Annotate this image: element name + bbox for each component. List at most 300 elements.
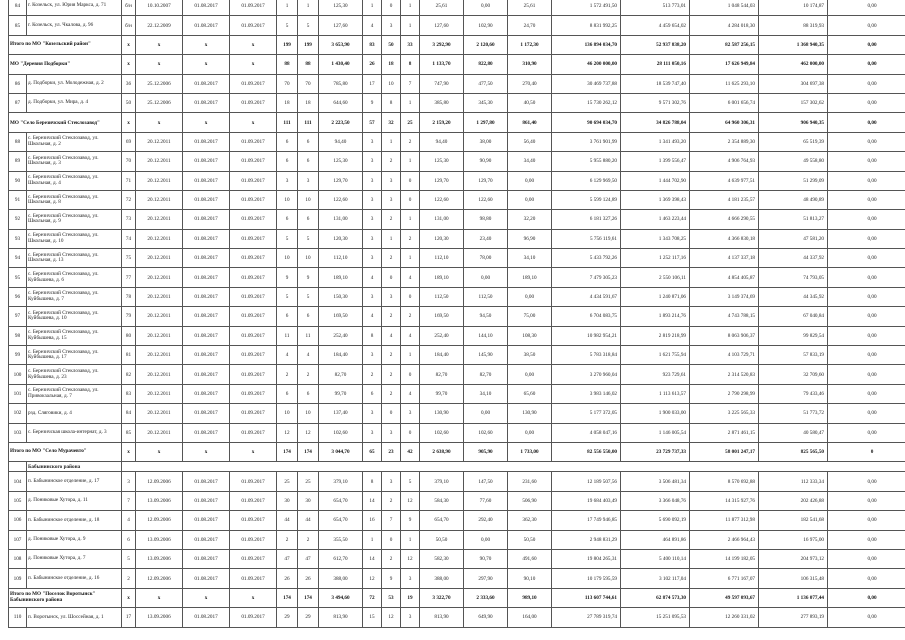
subtitle-row xyxy=(9,462,905,472)
cell-c7: 29 xyxy=(277,608,298,627)
cell-c6: x xyxy=(230,35,277,54)
cell-c6: 01.09.2017 xyxy=(230,287,277,306)
cell-c12: 1 xyxy=(401,152,420,171)
cell-c10: 14 xyxy=(363,491,382,510)
address-cell: п. Бабынинское отделение, д. 18 xyxy=(27,511,122,530)
cell-c13: 184,40 xyxy=(420,346,464,365)
address-cell: с. Березичский Стеклозавод, ул. Школьная, д. 10 xyxy=(27,229,122,248)
cell-c11: 18 xyxy=(382,55,401,74)
cell-c8: 26 xyxy=(298,569,319,588)
cell-c9: 785,80 xyxy=(319,74,363,93)
cell-c9: 654,70 xyxy=(319,511,363,530)
row-number: 93 xyxy=(9,229,27,248)
cell-c15: 362,30 xyxy=(508,511,552,530)
cell-c20: 0,00 xyxy=(828,93,905,112)
cell-c18: 6 771 167,07 xyxy=(690,569,759,588)
cell-c4: 20.12.2011 xyxy=(136,346,183,365)
cell-c16: 10 982 954,21 xyxy=(552,326,621,345)
cell-c6: 01.09.2017 xyxy=(230,491,277,510)
table-row xyxy=(9,229,905,248)
row-number: 90 xyxy=(9,171,27,190)
cell-c19: 32 709,60 xyxy=(759,365,828,384)
cell-c3: 70 xyxy=(122,152,136,171)
cell-c5: 01.08.2017 xyxy=(183,491,230,510)
cell-c15: 40,50 xyxy=(508,93,552,112)
cell-c3: 81 xyxy=(122,346,136,365)
cell-c4: 22.12.2009 xyxy=(136,16,183,35)
cell-c6: 01.09.2017 xyxy=(230,549,277,568)
cell-c9: 129,70 xyxy=(319,171,363,190)
cell-c16: 19 684 403,49 xyxy=(552,491,621,510)
cell-c3: x xyxy=(122,35,136,54)
cell-c11: 3 xyxy=(382,287,401,306)
cell-c20: 0,00 xyxy=(828,152,905,171)
cell-c12: 2 xyxy=(401,132,420,151)
cell-c20: 0,00 xyxy=(828,16,905,35)
cell-c8: 18 xyxy=(298,93,319,112)
cell-c16: 5 599 124,89 xyxy=(552,190,621,209)
cell-c12: 1 xyxy=(401,93,420,112)
cell-c17: 9 571 302,76 xyxy=(621,93,690,112)
table-row xyxy=(9,549,905,568)
cell-c13: 112,50 xyxy=(420,287,464,306)
cell-c6: 01.09.2017 xyxy=(230,307,277,326)
cell-c7: 174 xyxy=(277,588,298,607)
cell-c16: 6 704 083,75 xyxy=(552,307,621,326)
cell-c14: 145,90 xyxy=(464,346,508,365)
cell-c12: 33 xyxy=(401,35,420,54)
cell-c9: 1 430,40 xyxy=(319,55,363,74)
cell-c18: 49 597 093,67 xyxy=(690,588,759,607)
cell-c6: 01.09.2017 xyxy=(230,190,277,209)
cell-c13: 94,40 xyxy=(420,132,464,151)
cell-c16: 8 831 992,25 xyxy=(552,16,621,35)
cell-c3: x xyxy=(122,588,136,607)
cell-c5: 01.08.2017 xyxy=(183,530,230,549)
cell-c10: 57 xyxy=(363,113,382,132)
cell-c18: 3 149 374,69 xyxy=(690,287,759,306)
cell-c5: 01.08.2017 xyxy=(183,74,230,93)
cell-c14: 112,50 xyxy=(464,287,508,306)
cell-c3: 6 xyxy=(122,530,136,549)
cell-c18: 4 103 729,71 xyxy=(690,346,759,365)
cell-c6: x xyxy=(230,442,277,461)
cell-c8: 174 xyxy=(298,588,319,607)
row-number: 87 xyxy=(9,93,27,112)
cell-c6: 01.09.2017 xyxy=(230,74,277,93)
cell-c3: 79 xyxy=(122,307,136,326)
cell-c18: 17 626 949,84 xyxy=(690,55,759,74)
cell-c14: 122,60 xyxy=(464,190,508,209)
cell-c3: 17 xyxy=(122,608,136,627)
cell-c9: 3 044,70 xyxy=(319,442,363,461)
cell-c11: 2 xyxy=(382,491,401,510)
municipality-name: МО "Деревня Подборки" xyxy=(9,55,122,74)
cell-c6: x xyxy=(230,113,277,132)
cell-c8: 6 xyxy=(298,152,319,171)
cell-c13: 127,60 xyxy=(420,16,464,35)
cell-c10: 3 xyxy=(363,249,382,268)
cell-c9: 813,90 xyxy=(319,608,363,627)
cell-c12: 0 xyxy=(401,365,420,384)
cell-c6: 01.09.2017 xyxy=(230,404,277,423)
cell-c10: 3 xyxy=(363,423,382,442)
cell-c18: 2 466 964,43 xyxy=(690,530,759,549)
cell-c3: 73 xyxy=(122,210,136,229)
cell-c9: 131,00 xyxy=(319,210,363,229)
cell-c18: 4 181 235,57 xyxy=(690,190,759,209)
cell-c15: 310,90 xyxy=(508,55,552,74)
cell-c14: 90,90 xyxy=(464,152,508,171)
cell-c13: 379,10 xyxy=(420,472,464,491)
cell-c6: 01.09.2017 xyxy=(230,249,277,268)
cell-c11: 2 xyxy=(382,384,401,403)
cell-c8: 25 xyxy=(298,472,319,491)
cell-c17: 52 937 838,20 xyxy=(621,35,690,54)
cell-c19: 40 580,47 xyxy=(759,423,828,442)
cell-c11: 3 xyxy=(382,472,401,491)
cell-c3: 85 xyxy=(122,423,136,442)
cell-c14: 649,90 xyxy=(464,608,508,627)
cell-c12: 1 xyxy=(401,346,420,365)
cell-c6: 01.09.2017 xyxy=(230,0,277,16)
cell-c15: 164,00 xyxy=(508,608,552,627)
cell-c14: 0,00 xyxy=(464,0,508,16)
cell-c16: 3 761 901,99 xyxy=(552,132,621,151)
row-number: 103 xyxy=(9,423,27,442)
cell-c8: 5 xyxy=(298,16,319,35)
cell-c4: 10.10.2007 xyxy=(136,0,183,16)
cell-c10: 72 xyxy=(363,588,382,607)
cell-c7: 4 xyxy=(277,346,298,365)
cell-c18: 6 001 656,74 xyxy=(690,93,759,112)
cell-c3: 4 xyxy=(122,511,136,530)
cell-c11: 53 xyxy=(382,588,401,607)
cell-c15: 34,10 xyxy=(508,249,552,268)
cell-c11: 3 xyxy=(382,171,401,190)
cell-c11: 8 xyxy=(382,93,401,112)
cell-c16: 5 955 880,20 xyxy=(552,152,621,171)
cell-c17: 5 400 110,14 xyxy=(621,549,690,568)
address-cell: с. Березичский Стеклозавод, ул. Куйбышева, д. 10 xyxy=(27,307,122,326)
cell-c5: 01.08.2017 xyxy=(183,384,230,403)
housing-program-table xyxy=(8,0,905,628)
cell-c14: 77,60 xyxy=(464,491,508,510)
cell-c19: 1 368 940,35 xyxy=(759,35,828,54)
cell-c8: 6 xyxy=(298,384,319,403)
cell-c4: 13.09.2006 xyxy=(136,491,183,510)
cell-c13: 130,90 xyxy=(420,404,464,423)
cell-c18: 12 260 331,02 xyxy=(690,608,759,627)
cell-c7: 9 xyxy=(277,268,298,287)
cell-c19: 88 319,93 xyxy=(759,16,828,35)
row-number: 98 xyxy=(9,326,27,345)
cell-c7: 70 xyxy=(277,74,298,93)
cell-c18: 14 199 182,05 xyxy=(690,549,759,568)
cell-c14: 1 297,80 xyxy=(464,113,508,132)
cell-c4: 25.12.2006 xyxy=(136,93,183,112)
cell-c7: 174 xyxy=(277,442,298,461)
table-row xyxy=(9,530,905,549)
cell-c8: 2 xyxy=(298,365,319,384)
cell-c6: 01.09.2017 xyxy=(230,93,277,112)
cell-c10: 1 xyxy=(363,530,382,549)
cell-c7: 6 xyxy=(277,152,298,171)
cell-c13: 747,90 xyxy=(420,74,464,93)
cell-c18: 2 790 298,99 xyxy=(690,384,759,403)
cell-c11: 3 xyxy=(382,190,401,209)
cell-c4: 20.12.2011 xyxy=(136,229,183,248)
cell-c12: 1 xyxy=(401,210,420,229)
cell-c9: 379,10 xyxy=(319,472,363,491)
row-number: 102 xyxy=(9,404,27,423)
cell-c9: 150,30 xyxy=(319,287,363,306)
cell-c7: 199 xyxy=(277,35,298,54)
cell-c3: 5 xyxy=(122,549,136,568)
cell-c14: 144,10 xyxy=(464,326,508,345)
cell-c17: 1 252 117,16 xyxy=(621,249,690,268)
cell-c10: 83 xyxy=(363,35,382,54)
cell-c3: 3 xyxy=(122,472,136,491)
cell-c7: 6 xyxy=(277,307,298,326)
cell-c4: 12.09.2006 xyxy=(136,511,183,530)
cell-c6: 01.09.2017 xyxy=(230,608,277,627)
cell-c15: 0,00 xyxy=(508,423,552,442)
cell-c7: 3 xyxy=(277,171,298,190)
cell-c11: 1 xyxy=(382,229,401,248)
cell-c18: 58 001 247,17 xyxy=(690,442,759,461)
cell-c16: 17 749 946,85 xyxy=(552,511,621,530)
cell-c19: 204 973,12 xyxy=(759,549,828,568)
cell-c13: 584,30 xyxy=(420,491,464,510)
cell-c5: 01.08.2017 xyxy=(183,346,230,365)
cell-c12: 3 xyxy=(401,404,420,423)
table-row xyxy=(9,423,905,442)
cell-c14: 129,70 xyxy=(464,171,508,190)
cell-c9: 125,30 xyxy=(319,0,363,16)
cell-c14: 147,50 xyxy=(464,472,508,491)
cell-c11: 50 xyxy=(382,35,401,54)
cell-c5: 01.08.2017 xyxy=(183,404,230,423)
cell-c5: 01.08.2017 xyxy=(183,511,230,530)
subtotal-row xyxy=(9,588,905,607)
cell-c11: 2 xyxy=(382,365,401,384)
cell-c9: 99,70 xyxy=(319,384,363,403)
cell-c3: 69 xyxy=(122,132,136,151)
cell-c19: 48 490,89 xyxy=(759,190,828,209)
cell-c17: 3 506 481,34 xyxy=(621,472,690,491)
cell-c3: 71 xyxy=(122,171,136,190)
cell-c6: 01.09.2017 xyxy=(230,210,277,229)
cell-c19: 462 000,00 xyxy=(759,55,828,74)
table-row xyxy=(9,152,905,171)
cell-c6: 01.09.2017 xyxy=(230,569,277,588)
table-row xyxy=(9,365,905,384)
cell-c9: 112,10 xyxy=(319,249,363,268)
cell-c11: 2 xyxy=(382,307,401,326)
cell-c14: 90,70 xyxy=(464,549,508,568)
cell-c20: 0,00 xyxy=(828,549,905,568)
cell-c10: 9 xyxy=(363,93,382,112)
cell-c3: x xyxy=(122,442,136,461)
cell-c14: 822,80 xyxy=(464,55,508,74)
cell-c12: 19 xyxy=(401,588,420,607)
cell-c8: 10 xyxy=(298,249,319,268)
cell-c7: 111 xyxy=(277,113,298,132)
cell-c4: 20.12.2011 xyxy=(136,404,183,423)
address-cell: с. Березичский Стеклозавод, ул. Куйбышева, д. 6 xyxy=(27,268,122,287)
cell-c6: 01.09.2017 xyxy=(230,16,277,35)
cell-c11: 3 xyxy=(382,423,401,442)
cell-c9: 102,60 xyxy=(319,423,363,442)
cell-c10: 3 xyxy=(363,229,382,248)
cell-c13: 582,30 xyxy=(420,549,464,568)
cell-c12: 1 xyxy=(401,530,420,549)
cell-c8: 4 xyxy=(298,346,319,365)
cell-c6: 01.09.2017 xyxy=(230,365,277,384)
cell-c3: 72 xyxy=(122,190,136,209)
cell-c9: 252,40 xyxy=(319,326,363,345)
table-row xyxy=(9,404,905,423)
address-cell: с. Березичский Стеклозавод, ул. Школьная, д. 3 xyxy=(27,152,122,171)
subtotal-label: Итого по МО "Козельский район" xyxy=(9,35,122,54)
cell-c5: x xyxy=(183,113,230,132)
cell-c13: 189,10 xyxy=(420,268,464,287)
cell-c19: 51 813,27 xyxy=(759,210,828,229)
table-row xyxy=(9,268,905,287)
cell-c10: 12 xyxy=(363,569,382,588)
cell-c11: 4 xyxy=(382,326,401,345)
cell-c4: 20.12.2011 xyxy=(136,249,183,268)
cell-c15: 75,00 xyxy=(508,307,552,326)
cell-c17: 3 366 048,76 xyxy=(621,491,690,510)
cell-c16: 1 572 491,50 xyxy=(552,0,621,16)
cell-c15: 0,00 xyxy=(508,171,552,190)
address-cell: д. Пониковые Хутора, д. 9 xyxy=(27,530,122,549)
cell-c6: 01.09.2017 xyxy=(230,472,277,491)
cell-c8: 6 xyxy=(298,210,319,229)
cell-c20: 0,00 xyxy=(828,229,905,248)
cell-c14: 102,60 xyxy=(464,423,508,442)
cell-c15: 861,40 xyxy=(508,113,552,132)
table-row xyxy=(9,472,905,491)
address-cell: с. Березичский Стеклозавод, ул. Куйбышева, д. 15 xyxy=(27,326,122,345)
cell-c14: 2 120,60 xyxy=(464,35,508,54)
cell-c4: 20.12.2011 xyxy=(136,152,183,171)
cell-c4: x xyxy=(136,35,183,54)
cell-c3: 2 xyxy=(122,569,136,588)
cell-c11: 2 xyxy=(382,249,401,268)
cell-c15: 1 733,00 xyxy=(508,442,552,461)
cell-c7: 6 xyxy=(277,384,298,403)
cell-c16: 4 434 591,67 xyxy=(552,287,621,306)
cell-c8: 9 xyxy=(298,268,319,287)
cell-c19: 49 558,80 xyxy=(759,152,828,171)
row-number: 109 xyxy=(9,569,27,588)
cell-c13: 385,80 xyxy=(420,93,464,112)
subtotal-label: Итого по МО "Село Мурачевто" xyxy=(9,442,122,461)
cell-c17: 2 819 218,99 xyxy=(621,326,690,345)
cell-c4: 20.12.2011 xyxy=(136,423,183,442)
cell-c12: 12 xyxy=(401,549,420,568)
cell-c15: 1 172,30 xyxy=(508,35,552,54)
cell-c20: 0,00 xyxy=(828,569,905,588)
address-cell: г. Козельск, ул. Юрия Маркса, д. 71 xyxy=(27,0,122,16)
cell-c12: 1 xyxy=(401,16,420,35)
cell-c17: 28 111 050,16 xyxy=(621,55,690,74)
cell-c20: 0,00 xyxy=(828,249,905,268)
cell-c15: 96,90 xyxy=(508,229,552,248)
cell-c18: 4 743 788,15 xyxy=(690,307,759,326)
cell-c8: 174 xyxy=(298,442,319,461)
row-number: 86 xyxy=(9,74,27,93)
cell-c6: 01.09.2017 xyxy=(230,346,277,365)
cell-c15: 130,90 xyxy=(508,404,552,423)
cell-c13: 2 638,90 xyxy=(420,442,464,461)
cell-c7: 11 xyxy=(277,326,298,345)
cell-c9: 388,00 xyxy=(319,569,363,588)
cell-c4: x xyxy=(136,113,183,132)
cell-c5: 01.08.2017 xyxy=(183,472,230,491)
address-cell: с. Березичская школа-интернат, д. 3 xyxy=(27,423,122,442)
row-number: 94 xyxy=(9,249,27,268)
cell-c3: 82 xyxy=(122,365,136,384)
cell-c20: 0,00 xyxy=(828,404,905,423)
cell-c8: 11 xyxy=(298,326,319,345)
cell-c8: 30 xyxy=(298,491,319,510)
cell-c17: 923 729,61 xyxy=(621,365,690,384)
cell-c8: 10 xyxy=(298,404,319,423)
subtotal-row xyxy=(9,35,905,54)
cell-c14: 98,80 xyxy=(464,210,508,229)
cell-c20: 0,00 xyxy=(828,113,905,132)
cell-c5: 01.08.2017 xyxy=(183,16,230,35)
cell-c7: 5 xyxy=(277,229,298,248)
table-row xyxy=(9,326,905,345)
row-number: 101 xyxy=(9,384,27,403)
cell-c14: 905,90 xyxy=(464,442,508,461)
cell-c19: 906 940,35 xyxy=(759,113,828,132)
cell-c19: 44 337,92 xyxy=(759,249,828,268)
table-row xyxy=(9,132,905,151)
cell-c6: 01.09.2017 xyxy=(230,511,277,530)
cell-c17: 34 826 788,04 xyxy=(621,113,690,132)
cell-c3: 36 xyxy=(122,74,136,93)
cell-c14: 0,00 xyxy=(464,530,508,549)
cell-c15: 34,40 xyxy=(508,152,552,171)
cell-c6: 01.09.2017 xyxy=(230,423,277,442)
cell-c8: 44 xyxy=(298,511,319,530)
cell-c16: 30 469 737,88 xyxy=(552,74,621,93)
address-cell: с. Березичский Стеклозавод, ул. Школьная, д. 4 xyxy=(27,171,122,190)
address-cell: д. Пониковые Хутора, д. 7 xyxy=(27,549,122,568)
cell-c19: 57 833,19 xyxy=(759,346,828,365)
cell-c7: 2 xyxy=(277,530,298,549)
cell-c11: 2 xyxy=(382,346,401,365)
cell-c9: 122,60 xyxy=(319,190,363,209)
cell-c7: 12 xyxy=(277,423,298,442)
cell-c13: 3 322,70 xyxy=(420,588,464,607)
cell-c4: 13.09.2006 xyxy=(136,530,183,549)
cell-c16: 3 983 146,02 xyxy=(552,384,621,403)
cell-c5: 01.08.2017 xyxy=(183,210,230,229)
cell-c11: 3 xyxy=(382,16,401,35)
cell-c20: 0,00 xyxy=(828,0,905,16)
cell-c10: 4 xyxy=(363,268,382,287)
cell-c11: 0 xyxy=(382,404,401,423)
cell-c15: 0,00 xyxy=(508,287,552,306)
cell-c13: 654,70 xyxy=(420,511,464,530)
